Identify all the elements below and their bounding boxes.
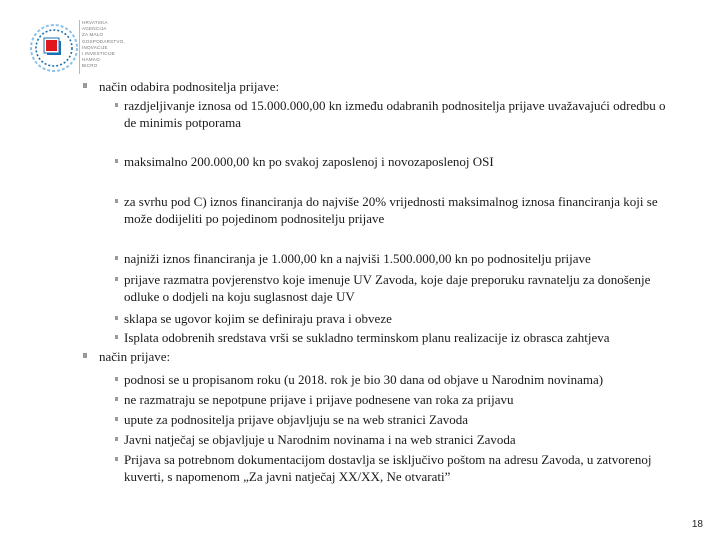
logo-text: [82, 20, 125, 70]
list-item-text: za svrhu pod C) iznos financiranja do najviše 20% vrijednosti maksimalnog iznosa financiranja koji se može dodijeliti po pojedinom podnositelju prijave: [124, 194, 658, 226]
bullet-marker: [115, 316, 118, 320]
agency-logo-icon: [24, 18, 84, 78]
list-item-text: najniži iznos financiranja je 1.000,00 kn a najviši 1.500.000,00 kn po podnositelju prijave: [124, 251, 591, 266]
bullet-marker: [115, 103, 118, 107]
logo-line: HRVATSKA: [82, 20, 108, 25]
list-item-text: Prijava sa potrebnom dokumentacijom dostavlja se isključivo poštom na adresu Zavoda, u zatvorenoj kuverti, s napomenom „Za javni natječaj XX/XX, Ne otvarati”: [124, 452, 652, 484]
logo-line: ZA MALO: [82, 32, 104, 38]
bullet-marker: [115, 397, 118, 401]
list-item-text: prijave razmatra povjerenstvo koje imenuje UV Zavoda, koje daje preporuku ravnatelju za donošenje odluke o dodjeli na koju suglasnost daje UV: [124, 272, 651, 304]
logo-divider: [79, 20, 80, 74]
bullet-marker: [115, 377, 118, 381]
bullet-marker: [83, 353, 87, 358]
logo-line: HAMAG-: [82, 57, 102, 63]
logo-line: BICRO: [82, 63, 98, 69]
list-item-text: podnosi se u propisanom roku (u 2018. rok je bio 30 dana od objave u Narodnim novinama): [124, 372, 604, 387]
bullet-marker: [115, 199, 118, 203]
section-heading-text: način prijave:: [99, 349, 171, 364]
bullet-marker: [115, 335, 118, 339]
bullet-marker: [115, 417, 118, 421]
logo-line: GOSPODARSTVO,: [82, 38, 125, 44]
bullet-marker: [115, 457, 118, 461]
list-item-text: Javni natječaj se objavljuje u Narodnim novinama i na web stranici Zavoda: [124, 432, 516, 447]
bullet-marker: [115, 159, 118, 163]
logo-line: I INVESTICIJE: [82, 51, 115, 57]
list-item-text: razdjeljivanje iznosa od 15.000.000,00 kn između odabranih podnositelja prijave uvažavajući odredbu o de minimis potporama: [124, 98, 666, 130]
page-number: 18: [691, 519, 703, 530]
list-item-text: upute za podnositelja prijave objavljuju se na web stranici Zavoda: [124, 412, 469, 427]
bullet-marker: [115, 437, 118, 441]
bullet-marker: [83, 83, 87, 88]
logo-line: INOVACIJE: [82, 44, 108, 50]
section-heading-text: način odabira podnositelja prijave:: [99, 79, 280, 94]
list-item-text: Isplata odobrenih sredstava vrši se sukladno terminskom planu realizacije iz obrasca zahtjeva: [124, 330, 610, 345]
list-item-text: ne razmatraju se nepotpune prijave i prijave podnesene van roka za prijavu: [124, 392, 514, 407]
bullet-marker: [115, 277, 118, 281]
list-item-text: sklapa se ugovor kojim se definiraju prava i obveze: [124, 311, 392, 326]
logo-line: AGENCIJA: [82, 26, 107, 32]
list-item-text: maksimalno 200.000,00 kn po svakoj zaposlenoj i novozaposlenoj OSI: [124, 154, 494, 169]
agency-logo: [24, 18, 134, 78]
bullet-marker: [115, 256, 118, 260]
